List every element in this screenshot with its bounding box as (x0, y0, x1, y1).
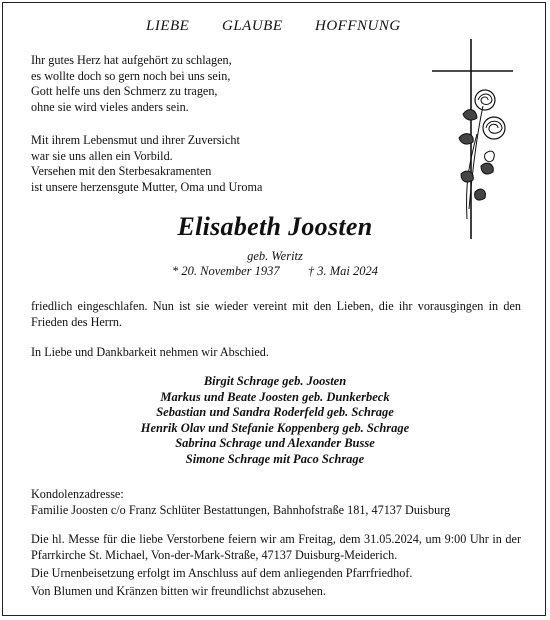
mourner-line: Sebastian und Sandra Roderfeld geb. Schrage (156, 405, 394, 420)
mourner-line: Simone Schrage mit Paco Schrage (185, 451, 365, 466)
mourner-line: Birgit Schrage geb. Joosten (203, 374, 347, 388)
poem-line: Mit ihrem Lebensmut und ihrer Zuversicht (31, 133, 240, 147)
mourner-line: Sabrina Schrage und Alexander Busse (175, 436, 375, 451)
mourner-line: Markus und Beate Joosten geb. Dunkerbeck (160, 389, 390, 404)
poem-verse-2 (31, 133, 262, 195)
life-dates (0, 264, 550, 279)
service-burial-info: Die Urnenbeisetzung erfolgt im Anschluss auf dem anliegenden Pfarrfriedhof. (31, 566, 413, 580)
mourner-line: Henrik Olav und Stefanie Koppenberg geb. Schrage (140, 420, 410, 435)
service-flowers-note: Von Blumen und Kränzen bitten wir freundlichst abzusehen. (31, 584, 326, 598)
birth-date: * 20. November 1937 (171, 264, 280, 278)
motto-glaube: GLAUBE (222, 18, 283, 34)
passing-paragraph: friedlich eingeschlafen. Nun ist sie wieder vereint mit den Lieben, die ihr vorausgingen in den Frieden des Herrn. (31, 299, 521, 329)
poem-line: Ihr gutes Herz hat aufgehört zu schlagen, (31, 53, 232, 67)
deceased-birth-name: geb. Weritz (247, 249, 303, 263)
deceased-name: Elisabeth Joosten (177, 212, 373, 241)
poem-line: ohne sie wird vieles anders sein. (31, 99, 189, 114)
motto-liebe: LIEBE (146, 18, 190, 34)
condolence-label: Kondolenzadresse: (31, 487, 124, 501)
farewell-line: In Liebe und Dankbarkeit nehmen wir Abschied. (31, 345, 269, 359)
death-date: † 3. Mai 2024 (307, 264, 378, 278)
motto-hoffnung: HOFFNUNG (315, 18, 401, 34)
poem-line: Gott helfe uns den Schmerz zu tragen, (31, 84, 218, 99)
poem-verse-1 (31, 53, 232, 115)
poem-line: Versehen mit den Sterbesakramenten (31, 164, 212, 179)
poem-line: es wollte doch so gern noch bei uns sein, (31, 68, 231, 83)
poem-line: ist unsere herzensgute Mutter, Oma und Uroma (31, 179, 263, 194)
poem-line: war sie uns allen ein Vorbild. (31, 148, 173, 163)
mourners-list (0, 374, 550, 468)
condolence-address: Familie Joosten c/o Franz Schlüter Bestattungen, Bahnhofstraße 181, 47137 Duisburg (31, 503, 451, 517)
service-mass-info: Die hl. Messe für die liebe Verstorbene feiern wir am Freitag, dem 31.05.2024, um 9:00 Uhr in der Pfarrkirche St. Michael, Von-der-Mark-Straße, 47137 Duisburg-Meiderich. (31, 532, 521, 562)
